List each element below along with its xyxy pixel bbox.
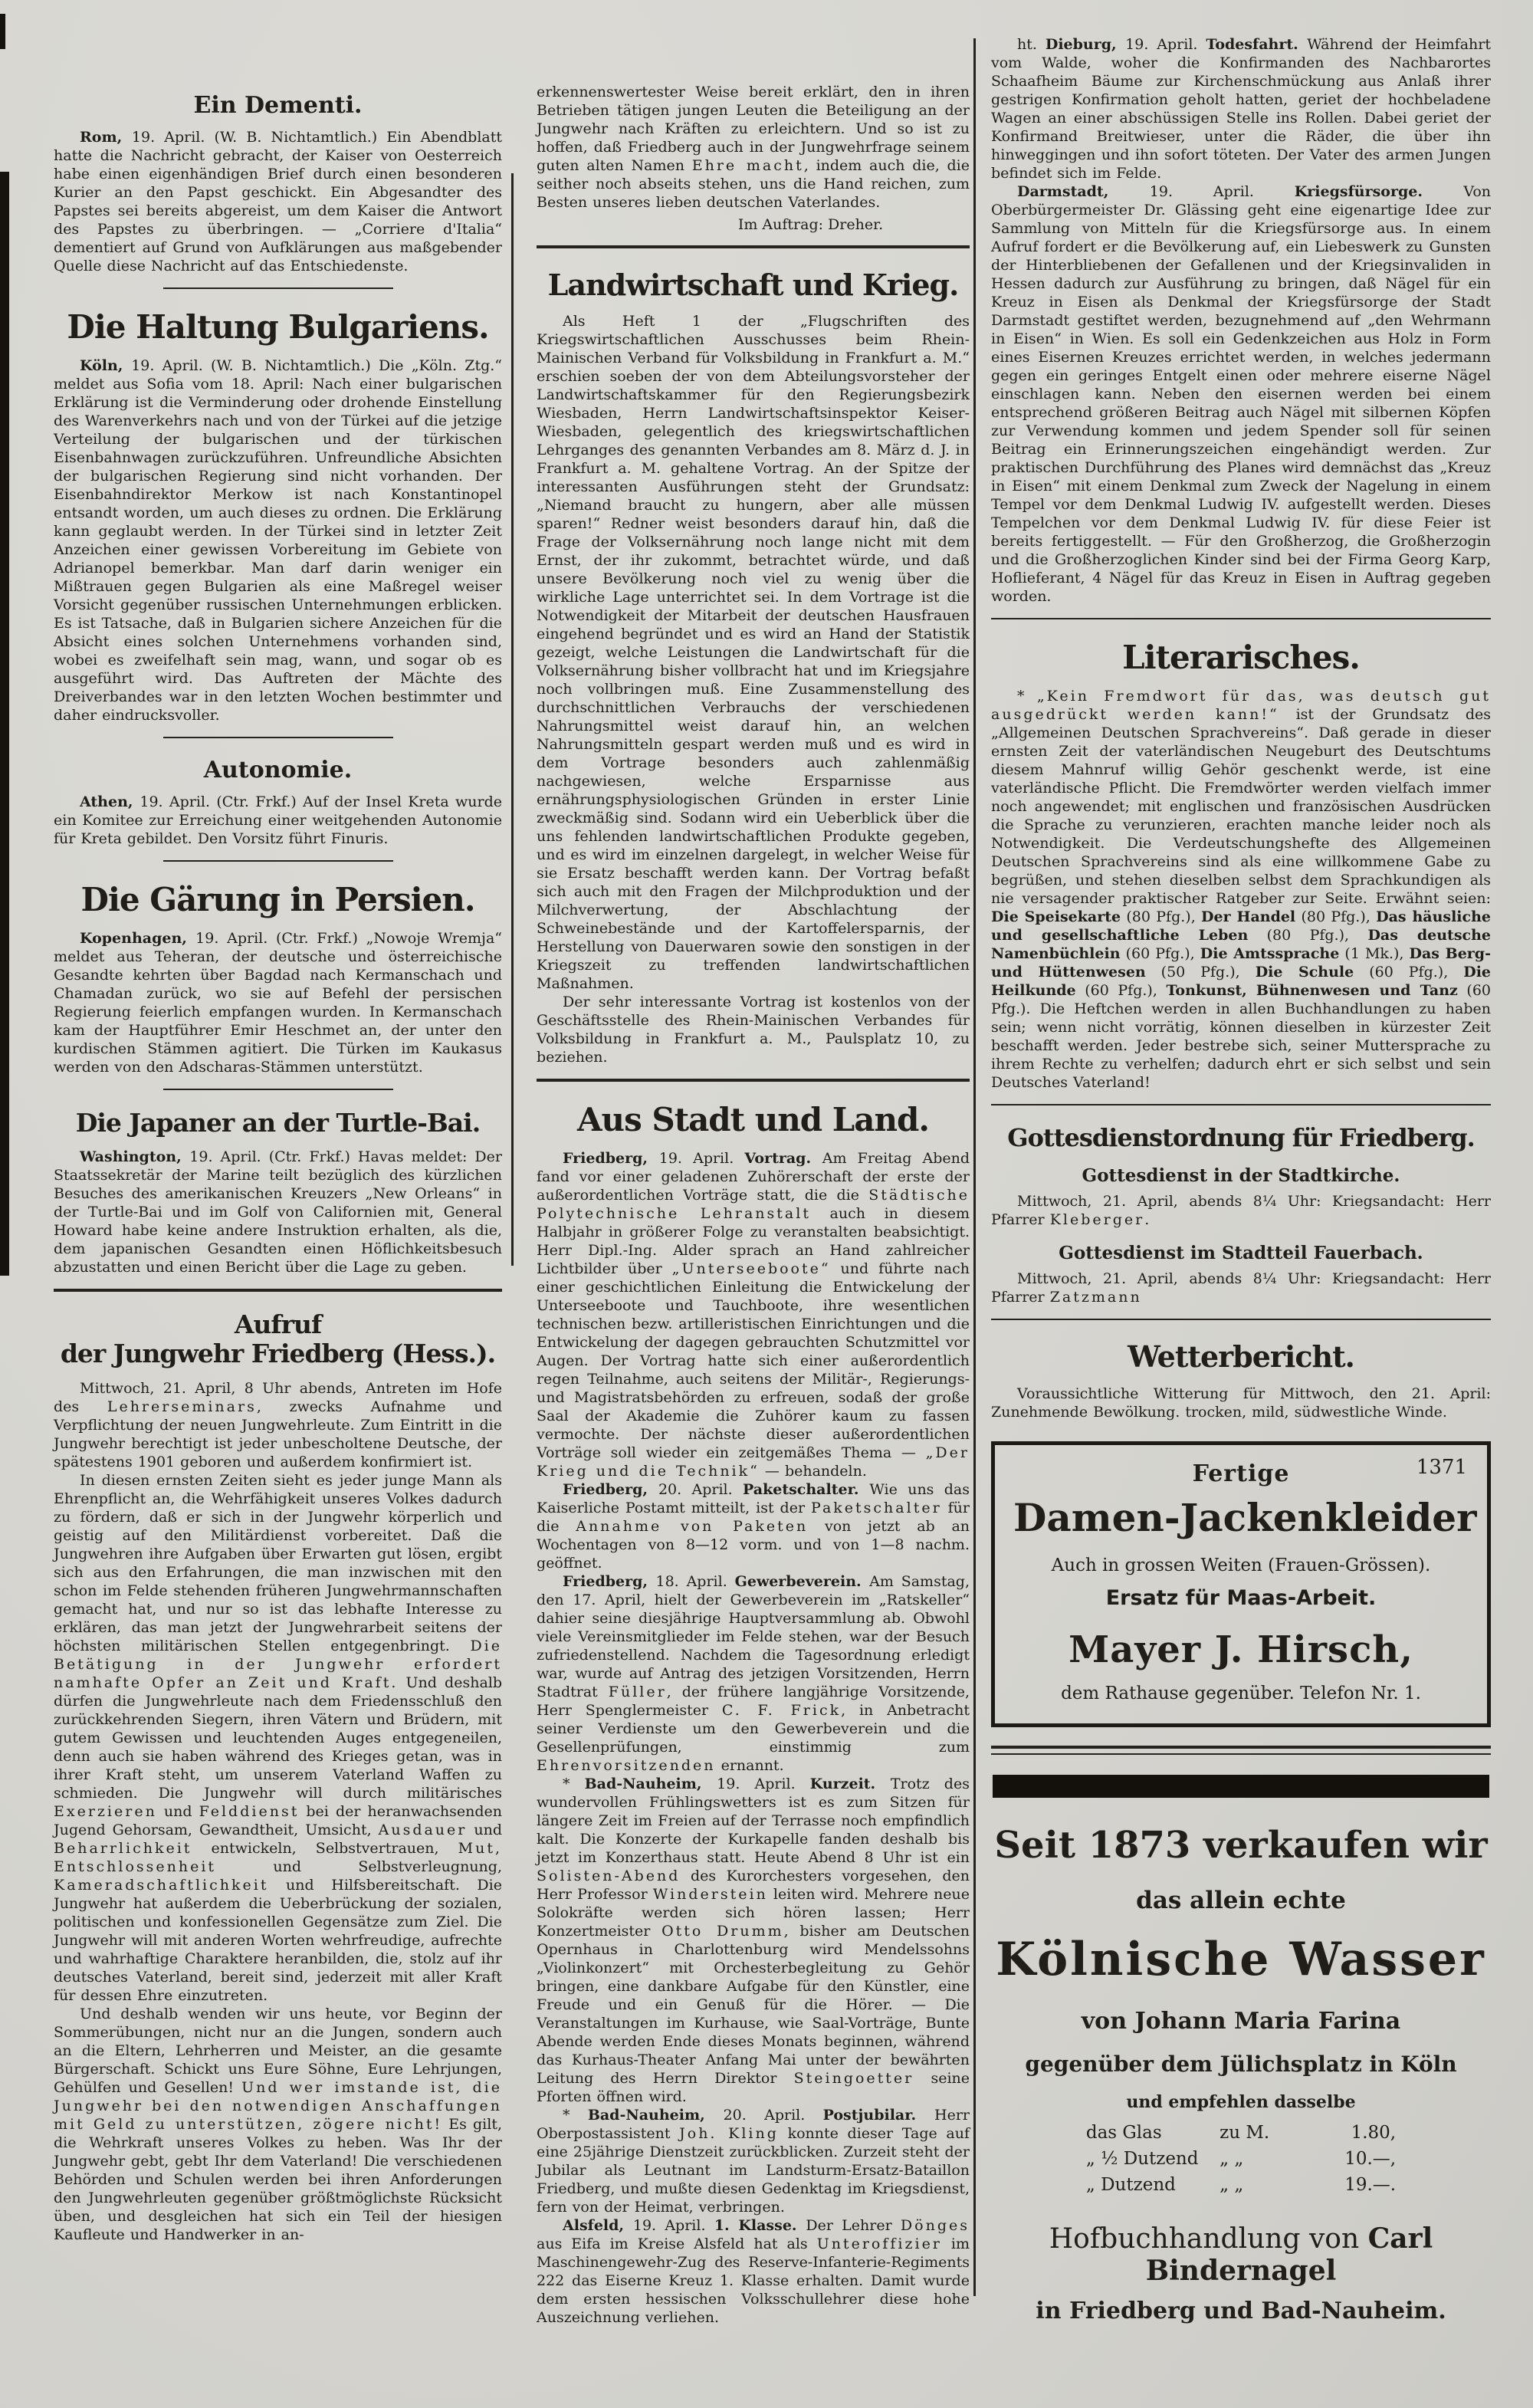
- article-headline: [537, 1102, 970, 1138]
- column-divider: [511, 173, 514, 1266]
- ad-imprint: [991, 2222, 1491, 2287]
- text-segment: (50 Pfg.),: [1145, 963, 1256, 981]
- article-headline: [54, 1109, 502, 1138]
- text-segment: Während der Heimfahrt vom Walde, woher die Konfirmanden des Nachbarortes Schaafheim Bäume zur Kirchenschmückung aus Anlaß ihrer gestrigen Konfirmation geholt hatten, geriet der hochbeladene Wagen an einer abschüssigen Stelle ins Rollen. Dabei geriet der Konfirmand Breitwieser, unter die Räder, die über ihn hinweggingen und ihn sofort töteten. Der Vater des armen Jungen befindet sich im Felde.: [991, 36, 1491, 182]
- dateline: Kriegsfürsorge.: [1294, 183, 1464, 200]
- text-segment: im Maschinengewehr-Zug des Reserve-Infanterie-Regiments 222 das Eiserne Kreuz 1. Klasse erhalten. Damit wurde dem ersten hessischen Volksschullehrer diese hohe Auszeichnung verliehen.: [537, 2236, 970, 2327]
- dateline: Paketschalter.: [742, 1481, 870, 1499]
- text-segment: „Der Krieg und die Technik“: [537, 1444, 970, 1480]
- text-segment: Solisten-Abend: [537, 1868, 681, 1885]
- text-segment: (60 Pfg.),: [1354, 963, 1464, 981]
- text-segment: Hofbuchhandlung von: [1049, 2222, 1368, 2255]
- rule-bar: [163, 287, 393, 289]
- headline-line: Autonomie.: [203, 756, 353, 784]
- text-segment: Mut, Entschlossenheit: [54, 1839, 502, 1875]
- article-paragraph: [991, 1192, 1491, 1229]
- text-segment: Steingoetter: [793, 2070, 914, 2088]
- article-paragraph: [537, 1480, 970, 1572]
- text-segment: Mittwoch, 21. April, abends 8¼ Uhr: Kriegsandacht: Herr Pfarrer: [991, 1193, 1491, 1229]
- text-segment: erkennenswertester Weise bereit erklärt, den in ihren Betrieben tätigen jungen Leuten die Beteiligung an der Jungwehr nach Kräften zu erleichtern. Und so ist zu hoffen, daß Friedberg auch in der Jungwehrfrage seinem guten alten Namen: [537, 84, 970, 174]
- dateline: Köln,: [80, 356, 132, 374]
- text-segment: „Kein Fremdwort für das, was deutsch gut ausgedrückt werden kann!“: [991, 687, 1491, 723]
- dateline: Gewerbeverein.: [734, 1573, 870, 1591]
- text-segment: (60 Pfg.),: [1120, 944, 1200, 962]
- ad-kicker: Fertige: [1192, 1460, 1290, 1487]
- dateline: Todesfahrt.: [1206, 36, 1308, 53]
- article-headline: [54, 757, 502, 784]
- section-rule: [54, 737, 502, 738]
- dateline: Die Amtssprache: [1200, 944, 1340, 962]
- rule-bar: [163, 737, 393, 738]
- text-segment: Trotz des wundervollen Frühlingswetters ist es zum Sitzen für längere Zeit im Freien auf der Terrasse noch empfindlich kalt. Die Konzerte der Kurkapelle fanden deshalb bis jetzt im Konzerthaus statt. Heute Abend 8 Uhr ist ein: [537, 1776, 970, 1867]
- ad-koelnische-wasser: [991, 1775, 1491, 2324]
- headline-line: Gottesdienstordnung für Friedberg.: [1007, 1122, 1475, 1152]
- article-paragraph: [991, 182, 1491, 606]
- article-headline: [991, 1340, 1491, 1373]
- text-segment: 19. April. (Ctr. Frkf.) Havas meldet: Der Staatssekretär der Marine teilt bezüglich des kürzlichen Besuches des amerikanischen Kreuzers „New Orleans“ in der Turtle-Bai und im Golf von Californien mit, General Howard habe keine andere Instruktion erhalten, als die, dem japanischen Gesandten einen Höflichkeitsbesuch abzustatten und einen Bericht über die Lage zu geben.: [54, 1148, 502, 1276]
- price-row: [1086, 2149, 1396, 2169]
- ad-headline: Seit 1873 verkaufen wir: [994, 1823, 1488, 1867]
- article-paragraph: [537, 2106, 970, 2216]
- text-segment: konnte dieser Tage auf eine 25jährige Dienstzeit zurückblicken. Zurzeit steht der Jubilar als Leutnant im Landsturm-Ersatz-Bataillon Friedberg, und mußte diesen Gedenktag im Kriegsdienst, fern von der Heimat, verbringen.: [537, 2125, 970, 2216]
- text-segment: Kleberger: [1049, 1211, 1145, 1229]
- article-headline: [54, 882, 502, 918]
- text-segment: (80 Pfg.),: [1295, 908, 1377, 925]
- article-paragraph: [54, 1471, 502, 2005]
- dateline: Postjubilar.: [822, 2107, 934, 2124]
- section-rule: [991, 618, 1491, 619]
- price-amount: 19.—.: [1344, 2174, 1397, 2195]
- text-segment: 20. April.: [723, 2107, 823, 2124]
- headline-line: Aus Stadt und Land.: [576, 1101, 930, 1139]
- text-segment: (80 Pfg.),: [1121, 908, 1202, 925]
- dateline: Die Heilkunde: [991, 963, 1492, 999]
- section-rule: [991, 1319, 1491, 1320]
- text-segment: leiten wird. Mehrere neue Solokräfte werden sich hören lassen; Herr Konzertmeister: [537, 1886, 970, 1940]
- rule-bar: [991, 1746, 1491, 1749]
- text-segment: C. F. Frick: [721, 1702, 842, 1720]
- headline-line: Literarisches.: [1122, 639, 1360, 676]
- price-item: „ Dutzend: [1085, 2174, 1176, 2195]
- text-segment: und Hilfsbereitschaft. Die Jungwehr hat außerdem die Ueberbrückung der sozialen, politischen und konfessionellen Gegensätze zum Ziel. Die Jungwehr will mit anderen Worten wehrfreudige, aufrechte und wahrhaftige Charaktere heranbilden, die, stolz auf ihr deutsches Vaterland, bereit sind, jederzeit mit aller Kraft für dessen Ehre einzutreten.: [54, 1876, 502, 2004]
- dateline: Die Speisekarte: [991, 908, 1121, 925]
- text-segment: Zatzmann: [1049, 1289, 1142, 1306]
- text-segment: Wie uns das Kaiserliche Postamt mitteilt, ist der: [537, 1481, 970, 1517]
- article-paragraph: [991, 35, 1491, 182]
- text-segment: aus Eifa im Kreise Alsfeld hat als: [537, 2236, 817, 2253]
- text-segment: und führte nach einer geschichtlichen Einleitung die Entwickelung der Unterseeboote und Tauchboote, ihre wesentlichen technischen bezw. artilleristischen Einrichtungen und die Entwickelung der dagegen gebrauchten Schutzmittel vor Augen. Der Vortrag hatte sich einer außerordentlich regen Teilnahme, auch seitens der Militär-, Regierungs- und Magistratsbehörden zu erfreuen, sodaß der große Saal der Akademie die Zuhörer kaum zu fassen vermochte. Der nächste dieser außerordentlichen Vorträge soll wieder ein zeitgemäßes Thema —: [537, 1260, 970, 1462]
- article-paragraph: [537, 312, 970, 993]
- text-segment: 19. April. (W. B. Nichtamtlich.) Die „Köln. Ztg.“ meldet aus Sofia vom 18. April: Nach einer bulgarischen Erklärung ist die Verminderung oder drohende Einstellung des Warenverkehrs nach und von der Türkei auf die jetzige Verteilung der bulgarischen und der türkischen Eisenbahnwagen zurückzuführen. Unfreundliche Absichten der bulgarischen Regierung sind nicht vorhanden. Der Eisenbahndirektor Merkow ist nach Konstantinopel entsandt worden, um auch dieses zu ordnen. Die Erklärung kann geglaubt werden. In der Türkei sind in letzter Zeit Anzeichen einer gewissen Vorbereitung im Gebiete von Adrianopel bemerkbar. Man darf darin weniger ein Mißtrauen gegen Bulgarien als eine Maßregel weiser Vorsicht gegenüber russischen Unternehmungen erblicken. Es ist Tatsache, daß in Bulgarien sichere Anzeichen für die Absicht eines solchen Unternehmens vorhanden sind, wobei es zweifelhaft sein mag, wann, und sogar ob es ausgeführt wird. Das Auftreten der Mächte des Dreiverbandes war in den letzten Wochen bestimmter und daher eindrucksvoller.: [54, 356, 502, 724]
- ad-subline: das allein echte: [1136, 1886, 1346, 1914]
- ad-number: 1371: [1416, 1455, 1467, 1479]
- text-segment: und: [156, 1802, 199, 1820]
- text-segment: 19. April. (Ctr. Frkf.) Auf der Insel Kreta wurde ein Komitee zur Erreichung einer weitgehenden Autonomie für Kreta gebildet. Den Vorsitz führt Finuris.: [54, 793, 502, 847]
- article-paragraph: [537, 1775, 970, 2106]
- text-segment: 19. April.: [632, 2217, 714, 2235]
- article-headline: [537, 268, 970, 301]
- dateline: Das Berg- und Hüttenwesen: [991, 944, 1491, 981]
- article-paragraph: [54, 793, 502, 848]
- dateline: Kurzeit.: [809, 1776, 891, 1793]
- column-middle: [537, 83, 970, 2327]
- dateline: 1. Klasse.: [714, 2217, 806, 2235]
- rule-bar: [537, 245, 970, 248]
- headline-line: Die Haltung Bulgariens.: [67, 308, 489, 346]
- rule-bar: [991, 618, 1491, 619]
- text-segment: und: [467, 1821, 502, 1838]
- column-divider: [973, 38, 976, 2296]
- dateline: Bad-Nauheim,: [587, 2107, 724, 2124]
- section-rule: [54, 287, 502, 289]
- section-rule: [991, 1746, 1491, 1755]
- text-segment: Am Samstag, den 17. April, hielt der Gewerbeverein im „Ratskeller“ dahier seine diesjährige Hauptversammlung ab. Obwohl viele Vereinsmitglieder im Felde stehen, war der Besuch zufriedenstellend. Nachdem die Tagesordnung erledigt war, wurde auf Antrag des jetzigen Vorsitzenden, Herrn Stadtrat: [537, 1573, 970, 1701]
- text-segment: 19. April.: [658, 1150, 745, 1168]
- ad-imprint-location: in Friedberg und Bad-Nauheim.: [1036, 2297, 1446, 2324]
- text-segment: Ehre macht: [691, 157, 804, 174]
- text-segment: Mittwoch, 21. April, abends 8¼ Uhr: Kriegsandacht: Herr Pfarrer: [991, 1270, 1491, 1306]
- article-subheadline: [991, 1165, 1491, 1186]
- headline-line: Aufruf: [234, 1309, 322, 1340]
- column-left: [54, 74, 502, 2244]
- text-segment: Mittwoch, 21. April, 8 Uhr abends, Antreten im Hofe des: [54, 1379, 502, 1415]
- rule-bar: [991, 1753, 1491, 1755]
- text-segment: Beharrlichkeit: [54, 1839, 192, 1857]
- text-segment: Am Freitag Abend fand vor einer geladenen Zuhörerschaft der erste der außerordentlichen Vorträge statt, die die: [537, 1150, 970, 1204]
- ad-top-bar: [993, 1775, 1489, 1798]
- text-segment: Felddienst: [199, 1802, 300, 1820]
- rule-bar: [163, 1089, 393, 1090]
- rule-bar: [991, 1104, 1491, 1105]
- dateline: Der Handel: [1201, 908, 1296, 925]
- text-segment: (60 Pfg.),: [1075, 981, 1167, 999]
- text-segment: , zwecks Aufnahme und Verpflichtung der neuen Jungwehrleute. Zum Eintritt in die Jungwehr berechtigt ist jeder unbescholtene Deutsche, der spätestens 1901 geboren und außerdem konfirmiert ist.: [54, 1398, 502, 1470]
- article-paragraph: [54, 929, 502, 1076]
- headline-line: Die Japaner an der Turtle-Bai.: [75, 1107, 481, 1138]
- text-segment: „Unterseeboote“: [671, 1260, 831, 1278]
- text-segment: Voraussichtliche Witterung für Mittwoch, den 21. April: Zunehmende Bewölkung. trocken, mild, südwestliche Winde.: [991, 1385, 1491, 1421]
- ad-price-list: [1086, 2123, 1396, 2195]
- text-segment: , der frühere langjährige Vorsitzende, Herr Spenglermeister: [537, 1684, 970, 1720]
- text-segment: 19. April.: [1125, 36, 1206, 53]
- text-segment: Paketschalter: [811, 1500, 942, 1517]
- column-right: [991, 35, 1491, 2324]
- text-segment: *: [563, 1776, 585, 1793]
- text-segment: Exerzieren: [54, 1802, 157, 1820]
- headline-line: Gottesdienst im Stadtteil Fauerbach.: [1059, 1243, 1423, 1264]
- article-paragraph: [537, 1572, 970, 1775]
- price-row: [1086, 2175, 1396, 2195]
- section-rule: [991, 1104, 1491, 1105]
- rule-bar: [991, 1319, 1491, 1320]
- ad-subline: und empfehlen dasselbe: [1126, 2091, 1356, 2112]
- section-rule: [54, 860, 502, 862]
- text-segment: Und deshalb wenden wir uns heute, vor Beginn der Sommerübungen, nicht nur an die Jungen, sondern auch an die Eltern, Lehrherren und Meister, an die gesamte Bürgerschaft. Schickt uns Eure Söhne, Eure Lehrjungen, Gehülfen und Gesellen!: [54, 2005, 502, 2096]
- ad-damen-jackenkleider: [991, 1441, 1491, 1727]
- dateline: Darmstadt,: [1017, 183, 1150, 200]
- dateline: Das deutsche Namenbüchlein: [991, 926, 1491, 962]
- article-paragraph: [991, 1385, 1491, 1421]
- section-rule: [54, 1089, 502, 1090]
- dateline: Bad-Nauheim,: [584, 1776, 717, 1793]
- text-segment: 18. April.: [655, 1573, 735, 1591]
- text-segment: Unteroffizier: [816, 2236, 942, 2253]
- text-segment: Kameradschaftlichkeit: [54, 1876, 269, 1894]
- ad-bookseller-name: Carl Bindernagel: [1145, 2222, 1433, 2287]
- headline-line: der Jungwehr Friedberg (Hess.).: [60, 1338, 496, 1368]
- ad-merchant-name: Mayer J. Hirsch,: [1069, 1628, 1413, 1671]
- text-segment: Städtische Polytechnische Lehranstalt: [537, 1187, 970, 1223]
- headline-line: Wetterbericht.: [1128, 1339, 1354, 1375]
- price-unit: „ „: [1220, 2174, 1244, 2195]
- text-segment: des Kurorchesters vorgesehen, den Herr Professor: [537, 1868, 970, 1904]
- dateline: Friedberg,: [563, 1150, 659, 1168]
- dateline: Rom,: [80, 129, 132, 146]
- price-item: „ ½ Dutzend: [1085, 2148, 1199, 2169]
- price-amount: 1.80,: [1351, 2122, 1397, 2143]
- ad-maker: von Johann Maria Farina: [1081, 2007, 1401, 2035]
- text-segment: seine Pforten öffnen wird.: [537, 2070, 970, 2106]
- article-paragraph: [537, 83, 970, 212]
- ad-title: Damen-Jackenkleider: [1013, 1494, 1477, 1540]
- article-headline: [54, 309, 502, 346]
- text-segment: Der Lehrer: [806, 2217, 901, 2235]
- dateline: Washington,: [80, 1148, 190, 1166]
- article-paragraph: [537, 2216, 970, 2327]
- text-segment: Lehrerseminars: [107, 1398, 257, 1415]
- text-segment: auch in diesem Halbjahr in größerer Folge zu veranstalten beabsichtigt. Herr Dipl.-Ing. Alder sprach an Hand zahlreicher Lichtbilder über: [537, 1205, 970, 1278]
- text-segment: Von Oberbürgermeister Dr. Glässing geht eine eigenartige Idee zur Sammlung von Mitteln für die Kriegsfürsorge aus. In einem Aufruf fordert er die Bevölkerung auf, ein Liebeswerk zu Gunsten der Hinterbliebenen der Gefallenen und der Kriegsinvaliden in Hessen dadurch zur Ausführung zu bringen, daß Nägel für ein Kreuz in Eisen als Denkmal der Kriegsfürsorge der Stadt Darmstadt gestiftet werden, bezugnehmend auf „den Wehrmann in Eisen“ in Wien. Es soll ein Gedenkzeichen aus Holz in Form eines Eisernen Kreuzes errichtet werden, in welches jedermann gegen ein geringes Entgelt einen oder mehrere eiserne Nägel einschlagen kann. Neben den eisernen werden bei einem entsprechend größeren Beitrag auch Nägel mit silbernen Köpfen zur Verwendung kommen und jedem Spender soll für seinen Beitrag ein Erinnerungszeichen eingehändigt werden. Zur praktischen Durchführung des Planes wird demnächst das „Kreuz in Eisen“ mit einem Denkmal zum Zweck der Nagelung in einem Tempel vor dem Denkmal Ludwig IV. aufgestellt werden. Dieses Tempelchen vor dem Denkmal Ludwig IV. für diese Feier ist bereits fertiggestellt. — Für den Großherzog, die Großherzogin und die Großherzoglichen Kinder sind bei der Firma Georg Karp, Hoflieferant, 4 Nägel für das Kreuz in Eisen in Auftrag gegeben worden.: [991, 183, 1492, 605]
- headline-line: Landwirtschaft und Krieg.: [547, 268, 959, 302]
- text-segment: 20. April.: [658, 1481, 743, 1499]
- rule-bar: [163, 860, 393, 862]
- text-segment: Annahme von Paketen: [576, 1518, 809, 1536]
- text-segment: *: [563, 2107, 588, 2124]
- text-segment: Es gilt, die Wehrkraft unseres Volkes zu heben. Was Ihr der Jungwehr gebt, gebt Ihr dem Vaterland! Die verschiedenen Behörden und Schulen werden bei ihren Anforderungen den Jungwehrleuten gegenüber größtmöglichste Rücksicht üben, und desgleichen hat sich ein Teil der hiesigen Kaufleute und Handwerker in an-: [54, 2115, 503, 2243]
- text-segment: 19. April.: [1149, 183, 1295, 200]
- text-segment: .: [1144, 1211, 1150, 1229]
- article-paragraph: [54, 1148, 502, 1276]
- article-headline: [54, 92, 502, 119]
- signature-line: Im Auftrag: Dreher.: [737, 216, 884, 233]
- text-segment: , in Anbetracht seiner Verdienste um den Gewerbeverein und die Gesellenprüfungen, einstimmig zum: [537, 1702, 970, 1756]
- text-segment: und Selbstverleugnung,: [216, 1858, 502, 1875]
- section-rule: [537, 1079, 970, 1082]
- text-segment: von jetzt ab an Wochentagen von 8—12 vorm. und von 1—8 nachm. geöffnet.: [537, 1518, 970, 1572]
- text-segment: Der sehr interessante Vortrag ist kostenlos von der Geschäftsstelle des Rhein-Mainischen Verbandes für Volksbildung in Frankfurt a. M., Paulsplatz 10, zu beziehen.: [537, 994, 970, 1066]
- article-paragraph: [991, 687, 1491, 1092]
- text-segment: bei der heranwachsenden Jugend Gehorsam, Gewandtheit, Umsicht,: [54, 1802, 502, 1838]
- text-segment: ist der Grundsatz des „Allgemeinen Deutschen Sprachvereins“. Daß gerade in dieser ernsten Zeit der vaterländischen Neugeburt des Deutschtums diesem Mahnruf willig Gehör geschenkt werde, ist eine vaterländische Pflicht. Die Fremdwörter werden vielfach immer noch angewendet; mit englischen und französischen Ausdrücken die Sprache zu verunzieren, erachten manche leider noch als Notwendigkeit. Die Verdeutschungshefte des Allgemeinen Deutschen Sprachvereins sind als eine willkommene Gabe zu begrüßen, und stehen dieselben selbst dem Sprachkundigen als nie versagender praktischer Ratgeber zur Seite. Erwähnt seien:: [991, 705, 1492, 907]
- text-segment: 19. April. (W. B. Nichtamtlich.) Ein Abendblatt hatte die Nachricht gebracht, der Kaiser von Oesterreich habe einen eigenhändigen Brief durch einen besonderen Kurier an den Papst geschickt. Ein Abgesandter des Papstes sei bereits abgereist, um dem Kaiser die Antwort des Papstes zu überbringen. — „Corriere d'Italia“ dementiert auf Grund von Aufklärungen aus maßgebender Quelle diese Nachricht auf das Entschiedenste.: [54, 129, 503, 274]
- dateline: Vortrag.: [744, 1150, 822, 1168]
- text-segment: — behandeln.: [759, 1463, 867, 1480]
- article-paragraph: [54, 1379, 502, 1471]
- text-segment: Und deshalb dürfen die Jungwehrleute nach dem Friedensschluß den zurückkehrenden Siegern, ihren Vätern und Brüdern, mit gutem Gewissen und leuchtenden Auges entgegeneilen, denn auch sie haben während des Krieges getan, was in ihrer Kraft steht, um unserem Vaterland Waffen zu schmieden. Die Jungwehr will durch militärisches: [54, 1674, 503, 1802]
- dateline: Athen,: [80, 793, 140, 810]
- scan-edge-mark: [0, 172, 9, 1276]
- article-headline: [991, 1124, 1491, 1151]
- text-segment: (60 Pfg.). Die Heftchen werden in allen Buchhandlungen zu haben sein; wenn nicht vorrätig, können dieselben in kürzester Zeit beschafft werden. Jeder bestrebe sich, seiner Muttersprache zu ihrem Rechte zu verhelfen; dadurch ehrt er sich selbst und sein Deutsches Vaterland!: [991, 981, 1491, 1091]
- text-segment: 19. April. (Ctr. Frkf.) „Nowoje Wremja“ meldet aus Teheran, der deutsche und österreichische Gesandte kehrten über Bagdad nach Kermanschach und Chamadan zurück, wo sie auf Befehl der persischen Regierung feierlich empfangen wurden. In Kermanschach kam der Hauptführer Emir Heschmet an, der unter den kurdischen Stämmen agitiert. Die Türken im Kaukasus werden von den Adscharas-Stämmen unterstützt.: [54, 929, 502, 1076]
- article-headline: [991, 639, 1491, 676]
- article-paragraph: [54, 2005, 502, 2244]
- text-segment: Dönges: [900, 2217, 970, 2235]
- text-segment: , indem auch die, die seither noch abseits stehen, uns die Hand reichen, zum Besten unseres lieben deutschen Vaterlandes.: [537, 157, 970, 211]
- text-segment: Ehrenvorsitzenden: [537, 1757, 716, 1775]
- text-segment: ernannt.: [715, 1757, 784, 1775]
- text-segment: 19. April.: [717, 1776, 810, 1793]
- dateline: Die Schule: [1255, 963, 1354, 981]
- headline-line: Gottesdienst in der Stadtkirche.: [1082, 1165, 1400, 1187]
- text-segment: Füller: [608, 1684, 667, 1701]
- dateline: Tonkunst, Bühnenwesen und Tanz: [1166, 981, 1458, 999]
- headline-line: Die Gärung in Persien.: [80, 880, 475, 918]
- text-segment: *: [1017, 687, 1037, 705]
- text-segment: ht.: [1017, 36, 1046, 53]
- text-segment: Die Betätigung in der Jungwehr erfordert namhafte Opfer an Zeit und Kraft.: [54, 1637, 502, 1691]
- text-segment: Ausdauer: [378, 1821, 468, 1838]
- text-segment: Joh. Kling: [679, 2125, 779, 2143]
- text-segment: entwickeln, Selbstvertrauen,: [192, 1839, 458, 1857]
- text-segment: , bisher am Deutschen Opernhaus in Charlottenburg wird Mendelssohns „Violinkonzert“ mit Orchesterbegleitung zu Gehör bringen, eine dankbare Aufgabe für den Künstler, eine Freude und ein Genuß für die Hörer. — Die Veranstaltungen im Kurhause, wie Saal-Vorträge, Bunte Abende werden Ende dieses Monats beginnen, während das Kurhaus-Theater Anfang Mai unter der bewährten Leitung des Herrn Direktor: [537, 1923, 970, 2088]
- article-subheadline: [991, 1243, 1491, 1263]
- dateline: Kopenhagen,: [80, 929, 196, 947]
- ad-product-name: Kölnische Wasser: [996, 1932, 1486, 1986]
- price-unit: zu M.: [1220, 2122, 1270, 2143]
- text-segment: In diesen ernsten Zeiten sieht es jeder junge Mann als Ehrenpflicht an, die Wehrfähigkeit unseres Volkes dadurch zu fördern, daß er sich in der Jungwehr körperlich und geistig auf den Militärdienst vorbereitet. Daß die Jungwehren ihre Aufgaben über Erwarten gut lösen, ergibt sich aus den Erfahrungen, die man inzwischen mit den schon im Felde stehenden früheren Jungwehrmannschaften gemacht hat, und nur so ist das lebhafte Interesse zu erklären, das man jetzt der Jungwehrarbeit seitens der höchsten militärischen Stellen entgegenbringt.: [54, 1471, 502, 1654]
- text-segment: Herr Oberpostassistent: [537, 2107, 970, 2143]
- text-segment: Als Heft 1 der „Flugschriften des Kriegswirtschaftlichen Ausschusses beim Rhein-Mainischen Verband für Volksbildung in Frankfurt a. M.“ erschien soeben der von dem Abteilungsvorsteher der Landwirtschaftskammer für den Regierungsbezirk Wiesbaden, Herrn Landwirtschaftsinspektor Keiser-Wiesbaden, gelegentlich des kriegswirtschaftlichen Lehrganges des genannten Verbandes am 8. März d. J. in Frankfurt a. M. gehaltene Vortrag. An der Spitze der interessanten Ausführungen steht der Grundsatz: „Niemand braucht zu hungern, aber alle müssen sparen!“ Redner weist besonders darauf hin, daß die Frage der Volksernährung noch lange nicht mit dem Ernst, der ihr zukommt, betrachtet würde, und daß unsere Bevölkerung noch viel zu wenig über die wirkliche Lage unterrichtet sei. In dem Vortrage ist die Notwendigkeit der Mitarbeit der deutschen Hausfrauen eingehend begründet und es wird an Hand der Statistik gezeigt, welche Leistungen die Landwirtschaft für die Volksernährung bisher vollbracht hat und im Kriegsjahre noch vollbringen muß. Eine Zusammenstellung des durchschnittlichen Verbrauchs der verschiedenen Nahrungsmittel weist darauf hin, an welchen Nahrungsmitteln gespart werden muß und es wird in dem Vortrage besonders auch zahlenmäßig nachgewiesen, welche Ersparnisse aus ernährungsphysiologischen Gründen in erster Linie zweckmäßig sind. Sodann wird ein Ueberblick über die uns fehlenden landwirtschaftlichen Produkte gegeben, und es wird im einzelnen dargelegt, in welcher Weise für sie Ersatz beschafft werden kann. Der Vortrag befaßt sich auch mit den Fragen der Milchproduktion und der Milchverwertung, der Abschlachtung der Schweinebestände und der Kartoffelersparnis, der Herstellung von Dauerwaren sowie den sonstigen in der Kriegszeit zu treffenden landwirtschaftlichen Maßnahmen.: [537, 313, 970, 993]
- section-rule: [537, 245, 970, 248]
- rule-bar: [537, 1079, 970, 1082]
- dateline: Friedberg,: [563, 1481, 658, 1499]
- article-paragraph: [54, 128, 502, 275]
- text-segment: Otto Drumm: [661, 1923, 784, 1940]
- ad-address: dem Rathause gegenüber. Telefon Nr. 1.: [1061, 1683, 1421, 1703]
- article-paragraph: [537, 993, 970, 1066]
- section-rule: [54, 1289, 502, 1292]
- text-segment: Und wer imstande ist, die Jungwehr bei den notwendigen Anschaffungen mit Geld zu unterstützen, zögere nicht!: [54, 2078, 502, 2133]
- article-headline: [54, 1310, 502, 1368]
- text-segment: Winderstein: [652, 1886, 768, 1904]
- article-paragraph: [537, 1149, 970, 1480]
- text-segment: (80 Pfg.),: [1248, 926, 1368, 944]
- dateline: Das häusliche und gesellschaftliche Leben: [991, 908, 1491, 944]
- price-amount: 10.—,: [1344, 2148, 1397, 2169]
- price-unit: „ „: [1220, 2148, 1244, 2169]
- article-paragraph: [54, 356, 502, 724]
- article-paragraph: [991, 1270, 1491, 1306]
- price-row: [1086, 2123, 1396, 2143]
- dateline: Dieburg,: [1045, 36, 1126, 53]
- scan-edge-mark: [0, 14, 5, 49]
- dateline: Friedberg,: [563, 1573, 656, 1591]
- ad-subline: Ersatz für Maas-Arbeit.: [1105, 1585, 1377, 1610]
- ad-location: gegenüber dem Jülichsplatz in Köln: [1025, 2051, 1457, 2077]
- headline-line: Ein Dementi.: [193, 92, 363, 119]
- price-item: das Glas: [1085, 2122, 1162, 2143]
- text-segment: für die: [537, 1500, 970, 1536]
- rule-bar: [54, 1289, 502, 1292]
- text-segment: (1 Mk.),: [1339, 944, 1410, 962]
- ad-subline: Auch in grossen Weiten (Frauen-Grössen).: [1051, 1555, 1431, 1575]
- dateline: Alsfeld,: [563, 2217, 633, 2235]
